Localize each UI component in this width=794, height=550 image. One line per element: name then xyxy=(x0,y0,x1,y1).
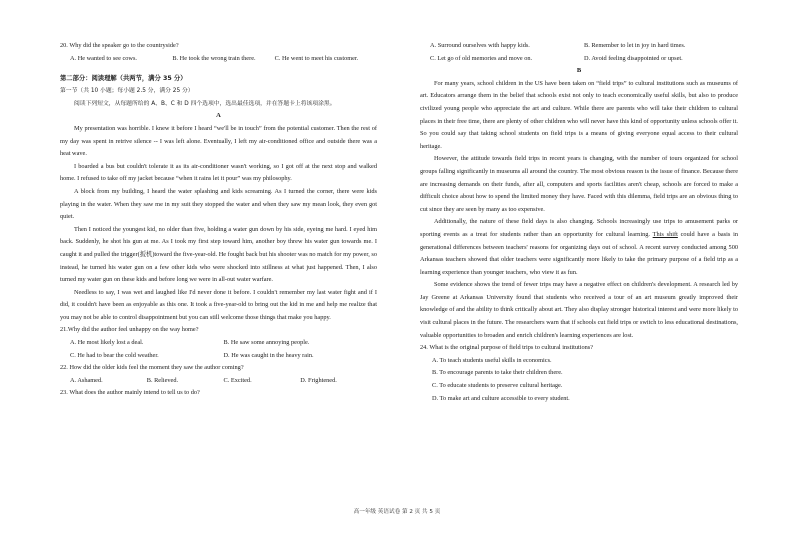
passage-b-paragraph: For many years, school children in the US have been taken on “field trips” to cultural institutions such as museums of art. Educators arrange them in the belief that schools exist not only to teach economically useful skills, but also to produce civilized young people who appreciate the art and culture. While there are parents who will take their children to cultural places in their free time, there are plenty of other children who will never have this kind of opportunity unless schools offer it. So you could say that taking school students on field trips is a means of giving everyone equal access to their cultural heritage. xyxy=(420,79,738,150)
q23-option-b: B. Remember to let in joy in hard times. xyxy=(584,42,686,49)
left-column xyxy=(60,40,377,400)
q20-question: 20. Why did the speaker go to the countryside? xyxy=(60,42,179,49)
q21-options-row2 xyxy=(60,350,377,363)
passage-b-p3-before: Additionally, the nature of these field days is also changing. Schools increasingly use trips to amusement parks or sporting events as a treat for students rather than an opportunity for cultural learning. xyxy=(420,218,738,238)
passage-b-p3-after: could have a basis in generational differences between teachers' reasons for organizing days out of school. A recent survey conducted among 500 Arkansas teachers showed that older teachers were significantly more likely to take the primary purpose of a field trip as a learning experience than younger teachers, who view it as fun. xyxy=(420,230,738,276)
q21-option-b: B. He saw some annoying people. xyxy=(223,339,310,347)
q22-option-a: A. Ashamed. xyxy=(70,376,103,384)
q23-options-row2 xyxy=(420,53,738,66)
section2-instruction: 阅读下列短文，从每题所给的 A、B、C 和 D 四个选项中，选出最佳选项，并在答题卡上将该项涂黑。 xyxy=(74,100,336,107)
passage-a-label: A xyxy=(216,112,221,120)
q22-option-c: C. Excited. xyxy=(223,376,252,384)
q22-options xyxy=(60,375,377,388)
q24-option-b: B. To encourage parents to take their children there. xyxy=(432,369,563,377)
q23-option-c: C. Let go of old memories and move on. xyxy=(430,54,533,62)
q23-options-row1 xyxy=(420,40,738,53)
q24-option-d: D. To make art and culture accessible to every student. xyxy=(432,394,570,402)
q21-options-row1 xyxy=(60,337,377,350)
q22-option-b: B. Relieved. xyxy=(146,376,179,384)
q24-option-c: C. To educate students to preserve cultural heritage. xyxy=(432,382,563,390)
q21-option-a: A. He most likely lost a deal. xyxy=(70,339,144,347)
this-shift-underlined: This shift xyxy=(652,230,678,238)
passage-a-paragraph: Then I noticed the youngest kid, no older than five, holding a water gun down by his side, eyeing me hard. I eyed him back. Suddenly, he shot his gun at me. As I took my first step toward him, another boy threw his water gun towards me. I caught it and pulled the trigger(扳机)toward the five-year-old. He fought back but his shooter was no match for my power, so instead, he turned his water gun on a few other kids who were shocked into stillness at what just happened. Then, I also turned my water gun on these kids and before long we were in all-out water warfare. xyxy=(60,225,377,284)
q23-option-d: D. Avoid feeling disappointed or upset. xyxy=(584,54,683,62)
section2-part1: 第一节（共 10 小题；每小题 2.5 分，满分 25 分） xyxy=(60,88,194,95)
q22-question: 22. How did the older kids feel the moment they saw the author coming? xyxy=(60,364,244,372)
passage-b-paragraph: However, the attitude towards field trips in recent years is changing, with the number of tours organized for school groups falling significantly in museums all around the country. The most obvious reason is the issue of finance. Because there are increasing demands on their funds, after all, computers and sports facilities aren't cheap, schools are forced to make a difficult choice about how to spend the limited money they have. Faced with this dilemma, field trips are an obvious thing to cut since they are seen by many as too expensive. xyxy=(420,155,738,213)
passage-b-label: B xyxy=(576,67,582,75)
q23-option-a: A. Surround ourselves with happy kids. xyxy=(430,42,530,49)
passage-b-paragraph-4: Some evidence shows the trend of fewer trips may have a negative effect on children's development. A research led by Jay Greene at Arkansas University found that students who received a tour of an art museum greatly improved their knowledge of and the ability to think critically about art. They also display stronger historical interest and were more likely to visit cultural places in the future. The researchers warn that if schools cut field trips or switch to less educational destinations, valuable opportunities to broaden and enrich children's learning experiences are lost. xyxy=(420,281,738,339)
passage-a-paragraph: I boarded a bus but couldn't tolerate it as its air-conditioner wasn't working, so I got off at the next stop and walked home. I refused to take off my jacket because “when it rains let it pour” was my philosophy. xyxy=(60,162,377,183)
q21-option-d: D. He was caught in the heavy rain. xyxy=(223,351,314,359)
passage-a-paragraph: Needless to say, I was wet and laughed like I'd never done it before. I couldn't remember my last water fight and if I did, it couldn't have been as enjoyable as this one. It took a five-year-old to bring out the kid in me and help me realize that you may not be able to control disappointment but you can still welcome those things that make you happy. xyxy=(60,288,377,321)
passage-a-paragraph: My presentation was horrible. I knew it before I heard “we'll be in touch” from the potential customer. Then the rest of my day was spent in retrive silence -- I was left alone. Eventually, I left my air-conditioned office and outside there was a heat wave. xyxy=(60,124,377,158)
q20-option-c: C. He went to meet his customer. xyxy=(274,54,359,62)
page-footer: 高一年级 英语试卷 第 2 页 共 5 页 xyxy=(353,509,441,515)
passage-b-paragraph-3 xyxy=(420,216,738,279)
q23-question: 23. What does the author mainly intend to tell us to do? xyxy=(60,389,200,397)
q22-option-d: D. Frightened. xyxy=(300,376,337,384)
q24-question: 24. What is the original purpose of field trips to cultural institutions? xyxy=(420,344,594,352)
q20-options xyxy=(60,53,377,66)
passage-a-paragraph: A block from my building, I heard the water splashing and kids screaming. As I turned the corner, there were kids playing in the water. When they saw me in my suit they stopped the water and when they saw my mean look, they even got quiet. xyxy=(60,187,377,221)
q24-option-a: A. To teach students useful skills in economics. xyxy=(432,356,552,364)
q20-option-b: B. He took the wrong train there. xyxy=(172,54,256,62)
right-column xyxy=(420,40,738,405)
q21-question: 21.Why did the author feel unhappy on the way home? xyxy=(60,326,199,334)
q20-option-a: A. He wanted to see cows. xyxy=(70,54,137,62)
section2-title: 第二部分：阅读理解（共两节，满分 35 分） xyxy=(60,75,187,83)
q21-option-c: C. He had to bear the cold weather. xyxy=(70,351,159,359)
